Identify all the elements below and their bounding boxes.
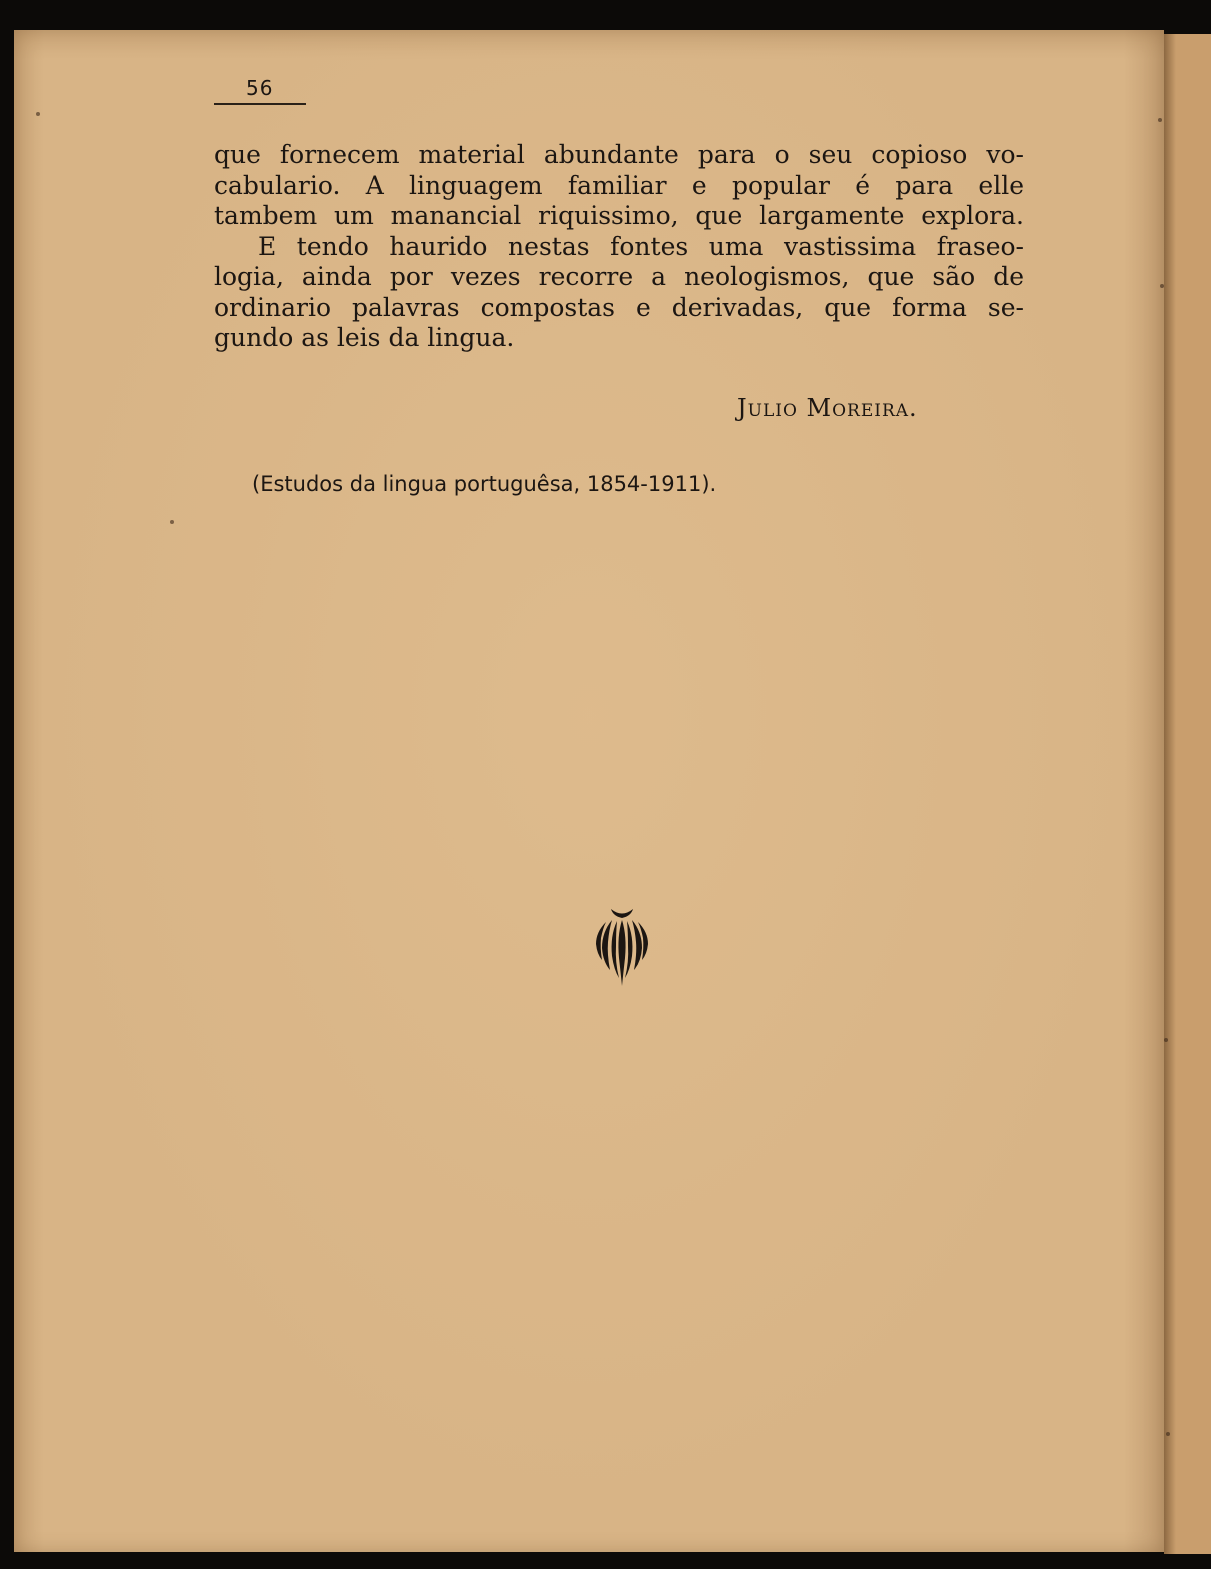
body-line-2: cabulario. A linguagem familiar e popular é para elle [214, 170, 1024, 200]
body-line-1: que fornecem material abundante para o seu copioso vo- [214, 140, 1024, 169]
adjacent-page-edge [1164, 34, 1211, 1554]
page-number-rule [214, 103, 306, 105]
fleuron-ornament-icon [594, 906, 650, 988]
body-line-7: gundo as leis da lingua. [214, 323, 515, 352]
source-citation: (Estudos da lingua portuguêsa, 1854-1911). [252, 472, 717, 496]
paper-speck [170, 520, 174, 524]
paper-speck [1160, 284, 1164, 288]
paper-speck [1166, 1432, 1170, 1436]
body-line-6: ordinario palavras compostas e derivadas, que forma se- [214, 292, 1024, 322]
body-text [214, 140, 1024, 354]
paper-speck [36, 112, 40, 116]
paper-speck [1164, 1038, 1168, 1042]
page-number: 56 [246, 76, 274, 100]
body-line-5: logia, ainda por vezes recorre a neologismos, que são de [214, 262, 1024, 291]
author-signature: Julio Moreira. [737, 394, 918, 422]
body-line-3: tambem um manancial riquissimo, que largamente explora. [214, 201, 1024, 230]
body-line-4: E tendo haurido nestas fontes uma vastissima fraseo- [258, 231, 1024, 261]
paper-speck [1158, 118, 1162, 122]
